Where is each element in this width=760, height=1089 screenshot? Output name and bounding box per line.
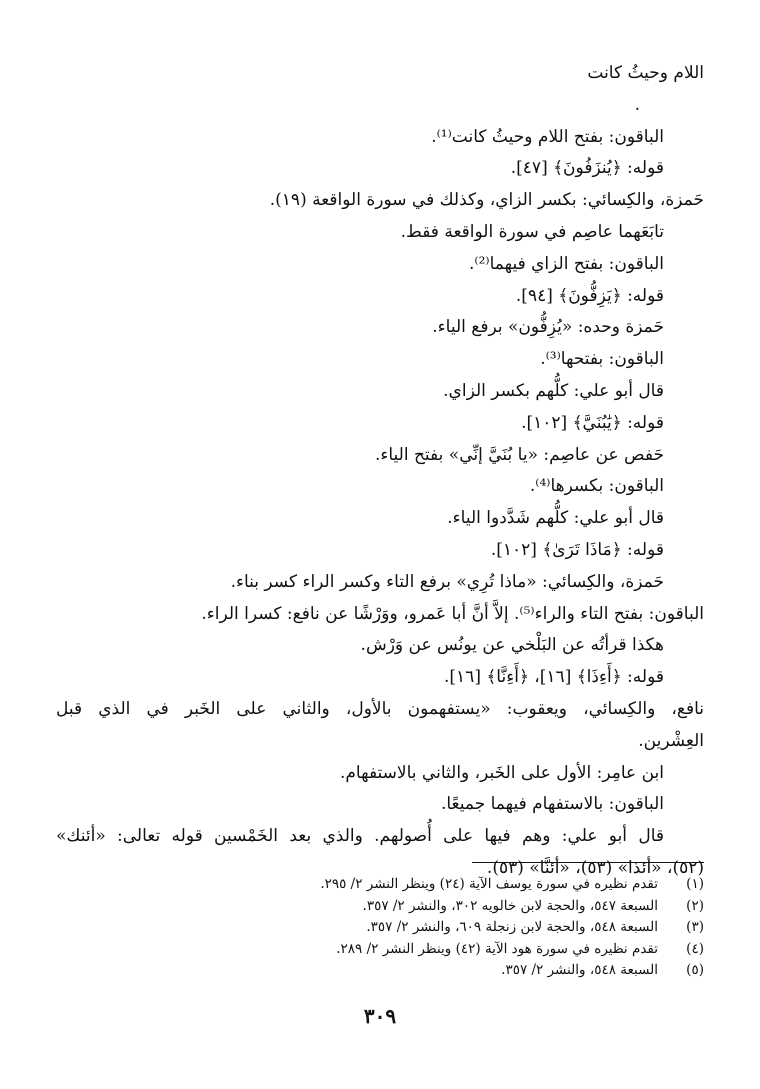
footnote-number: (٢) bbox=[686, 897, 704, 914]
text-line: حَمزة، والكِسائي: «ماذا تُرِي» برفع التاء وكسر الراء كسر بناء. bbox=[230, 571, 664, 592]
text-line: ابن عامِر: الأول على الخَبر، والثاني بالاستفهام. bbox=[340, 762, 664, 783]
text-line: الباقون: بفتح الزاي فيهما⁽²⁾. bbox=[469, 253, 664, 274]
text-line: قوله: ﴿يَزِفُّونَ﴾ [٩٤]. bbox=[515, 285, 664, 306]
text-line: نافع، والكِسائي، ويعقوب: «يستفهمون بالأول، والثاني على الخَبر في الذي قبل bbox=[56, 698, 704, 719]
footnote-text: تقدم نظيره في سورة هود الآية (٤٢) وينظر النشر ٢/ ٢٨٩. bbox=[336, 940, 658, 957]
footnotes bbox=[56, 874, 704, 982]
footnote-text: تقدم نظيره في سورة يوسف الآية (٢٤) وينظر النشر ٢/ ٢٩٥. bbox=[320, 876, 658, 892]
footnote-number: (٥) bbox=[686, 962, 704, 978]
footnote-text: السبعة ٥٤٨، والحجة لابن زنجلة ٦٠٩، والنشر ٢/ ٣٥٧. bbox=[366, 919, 658, 935]
footnote bbox=[56, 939, 704, 961]
text-line: الباقون: بكسرها⁽⁴⁾. bbox=[529, 476, 664, 497]
text-line: حَمزة وحده: «يُزِفُّون» برفع الياء. bbox=[432, 317, 664, 338]
text-line: قال أبو علي: وهم فيها على أُصولهم. والذي بعد الخَمْسين قوله تعالى: «أئنك» bbox=[56, 826, 664, 847]
text-line: تابَعَهما عاصِم في سورة الواقعة فقط. bbox=[400, 221, 664, 242]
text-line: حَفص عن عاصِم: «يا بُنَيَّ إنِّي» بفتح الياء. bbox=[374, 444, 664, 465]
text-line: هكذا قرأتُه عن البَلْخي عن يونُس عن وَرْش. bbox=[360, 635, 664, 656]
text-line: قال أبو علي: كلُّهم بكسر الزاي. bbox=[443, 380, 664, 401]
footnote bbox=[56, 960, 704, 982]
text-line: العِشْرين. bbox=[638, 730, 704, 751]
text-line: حَمزة، والكِسائي: بكسر الزاي، وكذلك في سورة الواقعة (١٩). bbox=[269, 190, 704, 211]
text-line: قوله: ﴿أَءِذَا﴾ [١٦]، ﴿أَءِنَّا﴾ [١٦]. bbox=[444, 667, 664, 688]
page-number: ٣٠٩ bbox=[363, 1004, 397, 1028]
text-line: (٥٢)، «أئذا» (٥٣)، «أئنَّا» (٥٣). bbox=[486, 857, 704, 878]
main-text bbox=[56, 58, 704, 885]
text-line: الباقون: بالاستفهام فيهما جميعًا. bbox=[440, 794, 664, 815]
text-line: قوله: ﴿يَٰبُنَيَّ﴾ [١٠٢]. bbox=[521, 412, 664, 433]
footnote-number: (٤) bbox=[686, 940, 704, 957]
footnote-text: السبعة ٥٤٧، والحجة لابن خالويه ٣٠٢، والنشر ٢/ ٣٥٧. bbox=[362, 897, 658, 914]
footnote-number: (٣) bbox=[686, 919, 704, 935]
footnote bbox=[56, 896, 704, 918]
footnote-text: السبعة ٥٤٨، والنشر ٢/ ٣٥٧. bbox=[501, 962, 658, 978]
footnote bbox=[56, 874, 704, 896]
text-line: قال أبو علي: كلُّهم شَدَّدوا الياء. bbox=[447, 508, 664, 529]
text-line: اللام وحيثُ كانت bbox=[587, 63, 704, 83]
text-line: الباقون: بفتح اللام وحيثُ كانت⁽¹⁾. bbox=[431, 126, 664, 147]
footnote-number: (١) bbox=[686, 876, 704, 892]
text-line: قوله: ﴿يُنزَفُونَ﴾ [٤٧]. bbox=[510, 158, 664, 179]
text-line: الباقون: بفتحها⁽³⁾. bbox=[540, 349, 664, 370]
text-line: قوله: ﴿مَاذَا تَرَىٰ﴾ [١٠٢]. bbox=[490, 539, 664, 560]
text-line: الباقون: بفتح التاء والراء⁽⁵⁾. إلاَّ أنَّ أبا عَمرو، ووَرْشًا عن نافع: كسرا الراء. bbox=[201, 603, 704, 624]
footnote bbox=[56, 917, 704, 939]
footnote-separator bbox=[472, 862, 704, 863]
text-line: . bbox=[634, 94, 640, 115]
